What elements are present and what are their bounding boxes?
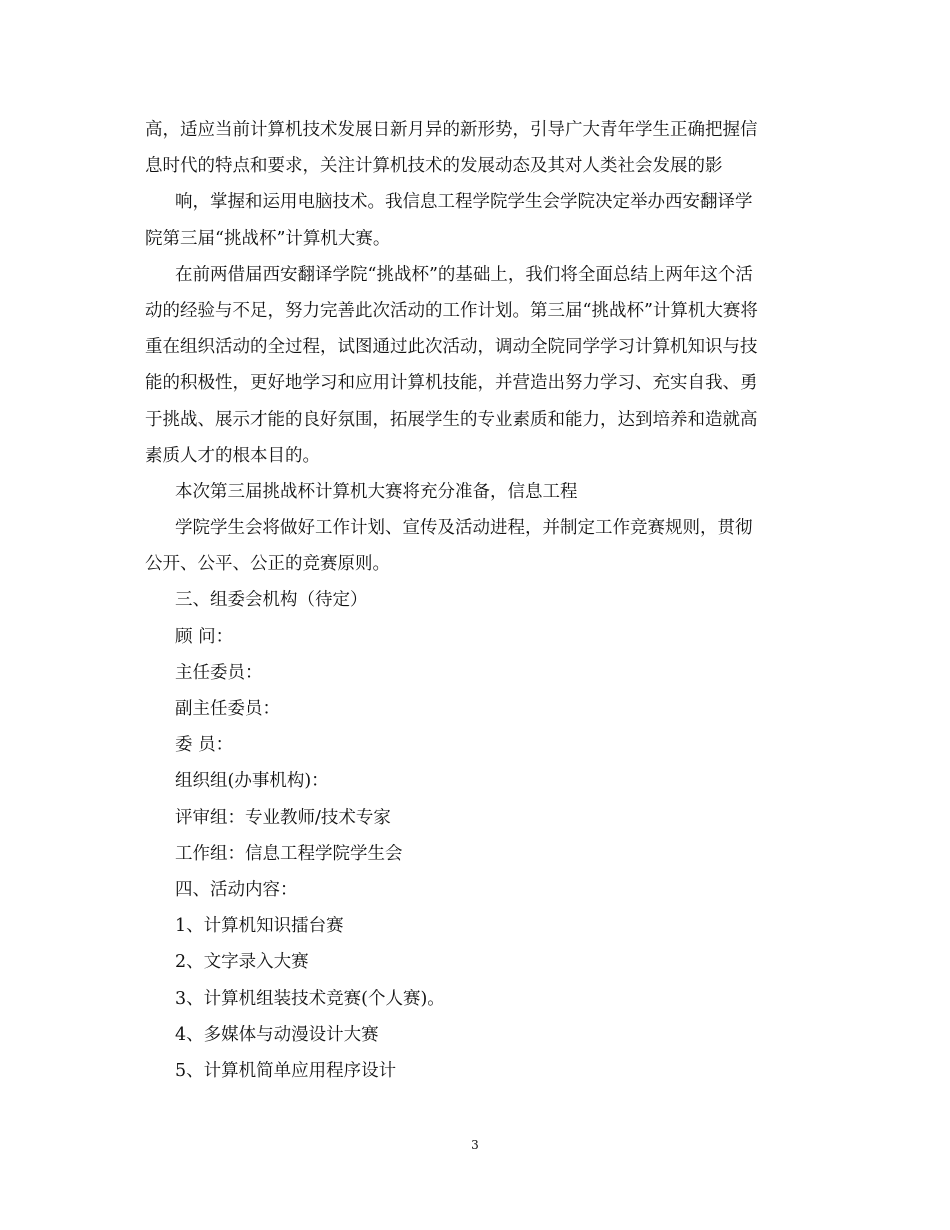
work-group: 工作组：信息工程学院学生会 — [175, 843, 403, 864]
text-line: 响，掌握和运用电脑技术。我信息工程学院学生会学院决定举办西安翻译学 — [175, 192, 753, 213]
list-item: 3、计算机组装技术竞赛(个人赛)。 — [175, 988, 445, 1009]
paragraph-start-line: 本次第三届挑战杯计算机大赛将充分准备，信息工程 — [175, 481, 578, 502]
list-item: 2、文字录入大赛 — [175, 952, 309, 973]
text-line: 学院学生会将做好工作计划、宣传及活动进程，并制定工作竞赛规则，贯彻 — [175, 518, 753, 539]
list-item: 1、计算机知识擂台赛 — [175, 916, 344, 937]
text-line: 重在组织活动的全过程，试图通过此次活动，调动全院同学学习计算机知识与技 — [145, 337, 758, 358]
committee-chair: 主任委员： — [175, 662, 263, 683]
committee-members: 委 员： — [175, 735, 234, 756]
section-heading: 四、活动内容： — [175, 879, 298, 900]
text-line: 息时代的特点和要求，关注计算机技术的发展动态及其对人类社会发展的影 — [145, 156, 723, 177]
page-number: 3 — [471, 1138, 479, 1152]
committee-advisor: 顾 问： — [175, 626, 234, 647]
text-line: 能的积极性，更好地学习和应用计算机技能，并营造出努力学习、充实自我、勇 — [145, 373, 758, 394]
text-line: 素质人才的根本目的。 — [145, 445, 320, 466]
document-body — [145, 112, 815, 1089]
text-line: 公开、公平、公正的竞赛原则。 — [145, 554, 390, 575]
text-line: 于挑战、展示才能的良好氛围，拓展学生的专业素质和能力，达到培养和造就高 — [145, 409, 758, 430]
list-item: 5、计算机简单应用程序设计 — [175, 1060, 397, 1081]
text-line: 高，适应当前计算机技术发展日新月异的新形势，引导广大青年学生正确把握信 — [145, 120, 758, 140]
text-line: 院第三届“挑战杯”计算机大赛。 — [145, 228, 391, 249]
paragraph-start-line: 在前两借届西安翻译学院“挑战杯”的基础上，我们将全面总结上两年这个活 — [175, 264, 753, 285]
organizing-group: 组织组(办事机构)： — [175, 771, 329, 792]
review-group: 评审组：专业教师/技术专家 — [175, 807, 391, 828]
list-item: 4、多媒体与动漫设计大赛 — [175, 1024, 379, 1045]
text-line: 动的经验与不足，努力完善此次活动的工作计划。第三届“挑战杯”计算机大赛将 — [145, 300, 758, 321]
committee-vice-chair: 副主任委员： — [175, 699, 280, 719]
section-heading: 三、组委会机构（待定） — [175, 590, 368, 611]
